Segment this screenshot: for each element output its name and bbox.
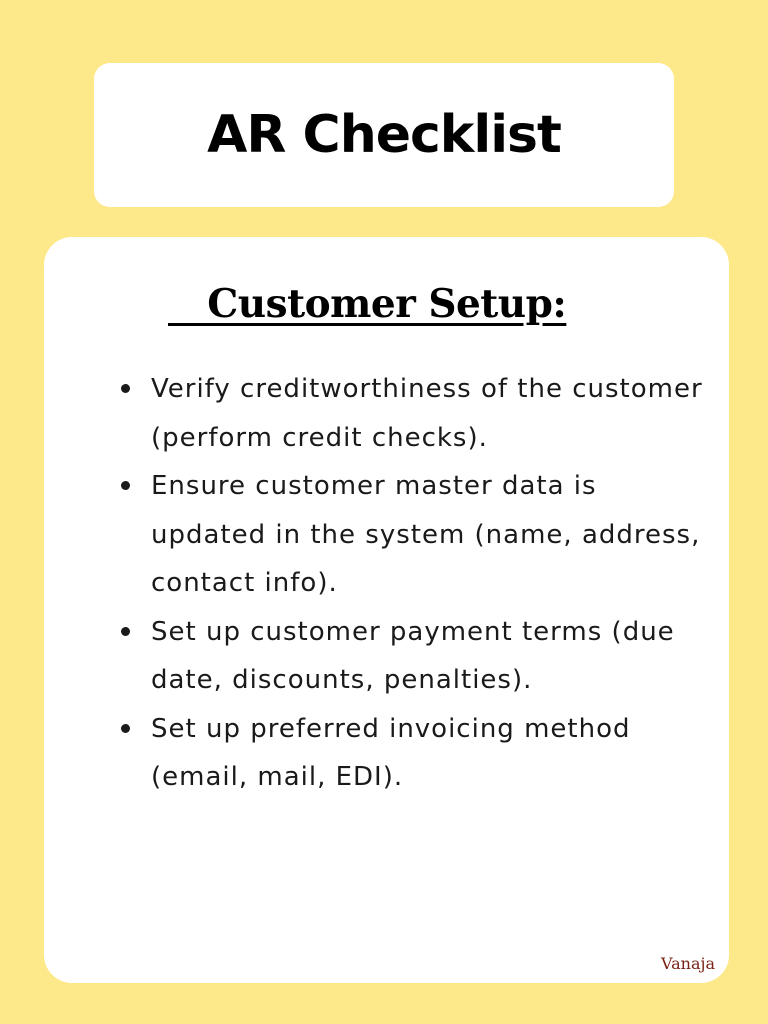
content-card <box>44 237 729 983</box>
bullet-icon <box>121 627 130 636</box>
section-heading: Customer Setup: <box>168 281 567 327</box>
checklist-item <box>151 705 711 802</box>
checklist-item-text: Verify creditworthiness of the customer (perform credit checks). <box>151 374 703 453</box>
checklist-item-text: Set up preferred invoicing method (email, mail, EDI). <box>151 713 631 792</box>
checklist-item <box>151 365 711 462</box>
title-card <box>94 63 674 207</box>
checklist-item-text: Ensure customer master data is updated in the system (name, address, contact info). <box>151 471 701 598</box>
bullet-icon <box>121 724 130 733</box>
checklist-item <box>151 462 711 608</box>
page-title: AR Checklist <box>207 105 561 165</box>
checklist-item <box>151 608 711 705</box>
checklist-item-text: Set up customer payment terms (due date, discounts, penalties). <box>151 616 675 695</box>
bullet-icon <box>121 481 130 490</box>
bullet-icon <box>121 384 130 393</box>
checklist <box>151 365 711 802</box>
signature: Vanaja <box>661 954 715 973</box>
